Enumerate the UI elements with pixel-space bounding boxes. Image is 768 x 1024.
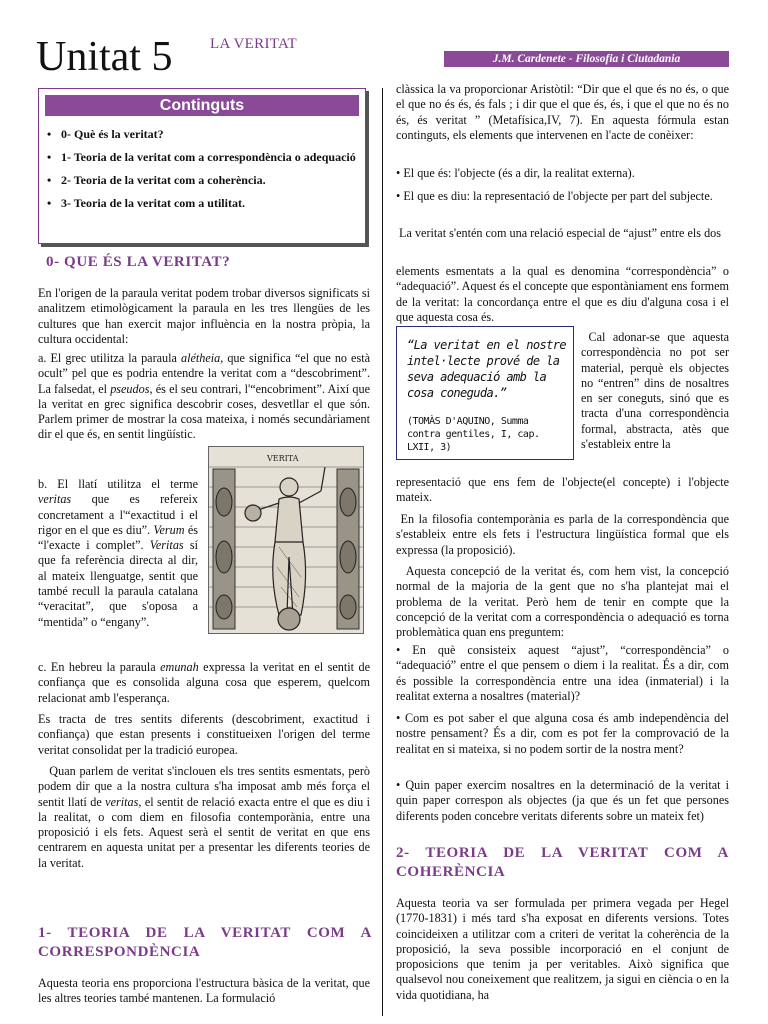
- bullet-item: • El que és: l'objecte (és a dir, la realitat externa).: [396, 166, 635, 180]
- paragraph: En la filosofia contemporània es parla de la correspondència que s'estableix entre els fets i l'estructura lingüística formal que els expressa (la proposició).: [396, 512, 733, 557]
- unit-title: Unitat 5: [36, 34, 173, 80]
- contents-item: • 2- Teoria de la veritat com a coherència.: [47, 173, 359, 188]
- question-item: • Com es pot saber el que alguna cosa és amb independència del nostre pensament? És a dir, com es pot fer la comprovació de la realitat en si mateixa, si no podem sortir de la nostra ment?: [396, 711, 729, 756]
- contents-item: • 0- Què és la veritat?: [47, 127, 359, 142]
- paragraph: elements esmentats a la qual es denomina “correspondència” o “adequació”. Aquest és el concepte que espontàniament ens formem de la veritat: la concordança entre el que es diu d'alguna cosa i el que aquesta cosa és.: [396, 264, 729, 324]
- author-bar: J.M. Cardenete - Filosofia i Ciutadania: [444, 51, 729, 67]
- contents-item: • 1- Teoria de la veritat com a correspondència o adequació: [47, 150, 359, 165]
- paragraph-greek: a. El grec utilitza la paraula alétheia, que significa “el que no està ocult” pel que es podria entendre la veritat com a “descobriment”. La falsedat, el pseudos, és el seu contrari, l'“encobriment”. Així que la veritat en grec significa descobrir coses, desvetllar el que són. Parlem primer de mostrar la cosa mateixa, i només secundàriament dir el que és, en sentit lingüístic.: [38, 351, 370, 442]
- question-item: • Quin paper exercim nosaltres en la determinació de la veritat i quin paper correspon als objectes (ja que és un fet que persones diferents poden concebre veritats diferents sobre un mateix fet): [396, 778, 729, 823]
- section-heading-2: 2- TEORIA DE LA VERITAT COM A COHERÈNCIA: [396, 845, 729, 880]
- paragraph: En l'origen de la paraula veritat podem trobar diversos significats si analitzem etimològicament la paraula en les tres llengües de les cultures que han exercit major influència en la nostra pròpia, la cultura occidental:: [38, 286, 370, 346]
- veritas-figure-illustration: [209, 447, 363, 633]
- unit-subtitle: LA VERITAT: [210, 36, 297, 52]
- section-heading-0: 0- QUE ÉS LA VERITAT?: [46, 254, 231, 270]
- quote-source: (TOMÀS D'AQUINO, Summa contra gentiles, I, cap. LXII, 3): [407, 416, 540, 453]
- paragraph: Aquesta teoria va ser formulada per primera vegada per Hegel (1770-1831) i més tard s'ha exposat en diferents versions. Totes coincideixen a utilitzar com a criteri de veritat la coherència de la proposició, la seva possible incorporació en el conjunt de proposicions que tenim ja per veritables. Això significa que qualsevol nou coneixement que realitzem, ja sigui en ciència o en la vida quotidiana, ha: [396, 896, 729, 1002]
- quote-text: “La veritat en el nostre intel·lecte prové de la seva adequació amb la cosa coneguda.”: [407, 338, 566, 400]
- bullet-item: • El que es diu: la representació de l'objecte per part del subjecte.: [396, 189, 713, 203]
- column-divider: [382, 88, 383, 1016]
- contents-list: [47, 127, 359, 219]
- paragraph: Aquesta teoria ens proporciona l'estructura bàsica de la veritat, que les altres teories també mantenen. La formulació: [38, 976, 370, 1006]
- paragraph: Aquesta concepció de la veritat és, com hem vist, la concepció normal de la majoria de la gent que no s'ha plantejat mai el problema de la veritat. Però hem de tenir en compte que la concepció de la veritat com a correspondència o adequació es torna problemàtica quan ens preguntem:: [396, 564, 733, 640]
- paragraph: Es tracta de tres sentits diferents (descobriment, exactitud i confiança) que estan presents i constitueixen l'origen del terme veritat consolidat per la tradició europea.: [38, 712, 370, 757]
- section-heading-1: 1- TEORIA DE LA VERITAT COM A CORRESPONDÈNCIA: [38, 925, 372, 960]
- paragraph: representació que ens fem de l'objecte(el concepte) i l'objecte mateix.: [396, 475, 729, 505]
- contents-box: [38, 88, 366, 244]
- engraving-image: [208, 446, 364, 634]
- paragraph: clàssica la va proporcionar Aristòtil: “Dir que el que és no és, o que el que no és és, és fals ; i dir que el que és, és, i que el que no és no és, és veritat ” (Metafísica,IV, 7). En aquesta fórmula estan continguts, els elements que intervenen en l'acte de conèixer:: [396, 82, 729, 142]
- paragraph: Quan parlem de veritat s'inclouen els tres sentits esmentats, però podem dir que a la nostra cultura s'ha imposat amb més força el sentit llatí de veritas, el sentit de relació exacta entre el que es diu i la realitat, o com diem en filosofia contemporània, entre una proposició i els fets. Aquest serà el sentit de veritat en que ens centrarem en aquesta unitat per a presentar les diferents teories de la veritat.: [38, 764, 374, 870]
- paragraph-latin: b. El llatí utilitza el terme veritas que es refereix concretament a l'“exactitud i el rigor en el que es diu”. Verum és “l'exacte i complet”. Veritas sí que fa referència directa al dir, al mateix llenguatge, sentit que també recull la paraula catalana “veracitat”, que s'oposa a “mentida” o “engany”.: [38, 477, 198, 629]
- paragraph: La veritat s'entén com una relació especial de “ajust” entre els dos: [396, 226, 722, 240]
- contents-item: • 3- Teoria de la veritat com a utilitat.: [47, 196, 359, 211]
- question-item: • En què consisteix aquest “ajust”, “correspondència” o “adequació” entre el que pensem o diem i la realitat. És a dir, com és possible la correspondència entre una idea (inmaterial) i la realitat externa a nosaltres (material)?: [396, 643, 729, 703]
- paragraph-hebrew: c. En hebreu la paraula emunah expressa la veritat en el sentit de confiança que es consolida alguna cosa que esperem, quelcom relacionat amb l'esperança.: [38, 660, 371, 705]
- engraving-label: VERITA: [267, 454, 299, 463]
- contents-title: Continguts: [45, 95, 359, 116]
- paragraph-side: Cal adonar-se que aquesta correspondència no pot ser material, perquè els objectes no “entren” dins de nosaltres en ser coneguts, sinó que es tracta d'una correspondència formal, abstracta, atès que s'estableix entre la: [581, 330, 733, 452]
- quote-box: [396, 326, 574, 460]
